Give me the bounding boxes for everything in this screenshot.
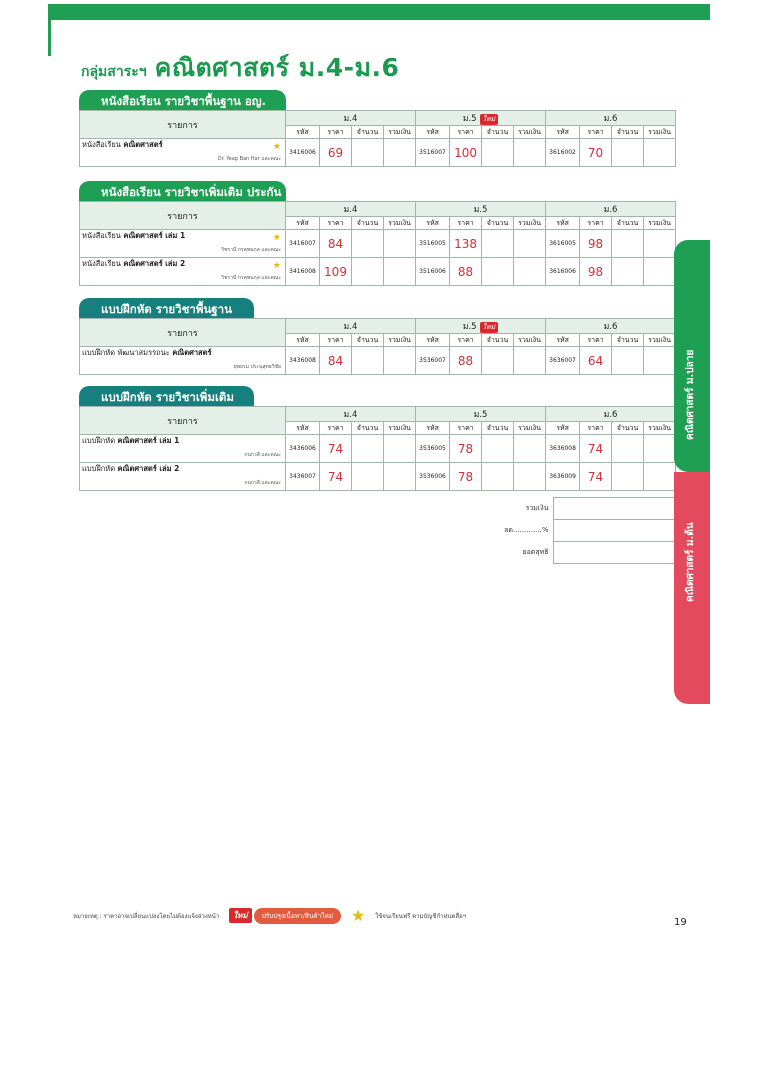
- item-cell: [80, 139, 286, 167]
- qty-input[interactable]: [482, 435, 514, 463]
- qty-input[interactable]: [482, 463, 514, 491]
- table-row: [80, 347, 676, 375]
- star-icon: ★: [272, 261, 281, 271]
- item-name: [82, 231, 185, 240]
- qty-input[interactable]: [612, 463, 644, 491]
- item-name: [82, 140, 163, 149]
- grade-label: ม.6: [603, 322, 618, 332]
- code-cell: 3516007: [416, 139, 450, 167]
- col-price: ราคา: [320, 126, 352, 139]
- price-table: [79, 110, 676, 167]
- summary-net-label: ยอดสุทธิ: [522, 548, 549, 556]
- price-cell: 98: [580, 258, 612, 286]
- side-tab-lower-label: คณิตศาสตร์ ม.ต้น: [685, 522, 696, 602]
- star-desc: ใช้จนเรียนฟรี ตามบัญชีกำหนดสื่อฯ: [375, 912, 467, 920]
- code-cell: 3436007: [286, 463, 320, 491]
- side-tab-lower[interactable]: [674, 472, 710, 704]
- summary-total-label: รวมเงิน: [525, 504, 549, 512]
- qty-input[interactable]: [352, 230, 384, 258]
- grade-header: [286, 407, 416, 422]
- total-input[interactable]: [514, 230, 546, 258]
- col-code: รหัส: [416, 334, 450, 347]
- grade-label: ม.4: [343, 322, 358, 332]
- code-cell: 3436006: [286, 435, 320, 463]
- item-prefix: หนังสือเรียน: [82, 231, 121, 240]
- summary-net-field[interactable]: [553, 542, 676, 564]
- code-cell: 3416008: [286, 258, 320, 286]
- grade-header: [416, 202, 546, 217]
- total-input[interactable]: [384, 463, 416, 491]
- item-name: [82, 464, 179, 473]
- code-cell: 3636008: [546, 435, 580, 463]
- grade-label: ม.6: [603, 114, 618, 124]
- price-cell: 78: [450, 463, 482, 491]
- col-qty: จำนวน: [482, 217, 514, 230]
- col-qty: จำนวน: [352, 217, 384, 230]
- section-title: แบบฝึกหัด รายวิชาพื้นฐาน: [79, 298, 254, 319]
- price-cell: 138: [450, 230, 482, 258]
- grade-header: [546, 202, 676, 217]
- total-input[interactable]: [514, 258, 546, 286]
- col-total: รวมเงิน: [514, 126, 546, 139]
- col-total: รวมเงิน: [644, 126, 676, 139]
- col-total: รวมเงิน: [644, 334, 676, 347]
- col-code: รหัส: [416, 422, 450, 435]
- code-cell: 3536007: [416, 347, 450, 375]
- summary-table: [463, 497, 676, 564]
- item-prefix: แบบฝึกหัด: [82, 436, 116, 445]
- section-title: หนังสือเรียน รายวิชาเพิ่มเติม ประกัน: [79, 181, 286, 202]
- qty-input[interactable]: [352, 139, 384, 167]
- item-prefix: หนังสือเรียน: [82, 259, 121, 268]
- page-number: 19: [674, 917, 687, 928]
- price-cell: 78: [450, 435, 482, 463]
- code-cell: 3436008: [286, 347, 320, 375]
- total-input[interactable]: [514, 347, 546, 375]
- total-input[interactable]: [644, 463, 676, 491]
- grade-label: ม.6: [603, 410, 618, 420]
- total-input[interactable]: [384, 435, 416, 463]
- col-total: รวมเงิน: [644, 422, 676, 435]
- price-table: [79, 406, 676, 491]
- summary-discount-label: ลด.............%: [504, 526, 549, 534]
- col-code: รหัส: [286, 422, 320, 435]
- col-code: รหัส: [546, 422, 580, 435]
- col-price: ราคา: [580, 126, 612, 139]
- table-row: [80, 139, 676, 167]
- qty-input[interactable]: [612, 230, 644, 258]
- item-title: คณิตศาสตร์ เล่ม 1: [117, 436, 180, 445]
- col-code: รหัส: [546, 217, 580, 230]
- code-cell: 3636007: [546, 347, 580, 375]
- code-cell: 3636009: [546, 463, 580, 491]
- item-title: คณิตศาสตร์ เล่ม 1: [123, 231, 186, 240]
- grade-label: ม.5: [473, 410, 488, 420]
- qty-input[interactable]: [352, 347, 384, 375]
- col-qty: จำนวน: [482, 126, 514, 139]
- grade-header: [416, 319, 546, 334]
- qty-input[interactable]: [352, 435, 384, 463]
- total-input[interactable]: [384, 230, 416, 258]
- price-cell: 74: [580, 435, 612, 463]
- code-cell: 3416006: [286, 139, 320, 167]
- col-qty: จำนวน: [352, 334, 384, 347]
- col-code: รหัส: [286, 126, 320, 139]
- left-green-line: [48, 4, 51, 56]
- side-tab-upper[interactable]: [674, 240, 710, 472]
- item-cell: [80, 347, 286, 375]
- grade-label: ม.4: [343, 114, 358, 124]
- grade-label: ม.6: [603, 205, 618, 215]
- qty-input[interactable]: [352, 463, 384, 491]
- col-code: รหัส: [416, 126, 450, 139]
- code-cell: 3616005: [546, 230, 580, 258]
- col-code: รหัส: [286, 217, 320, 230]
- total-input[interactable]: [644, 258, 676, 286]
- item-author: วิชรานี กรคุพนกุล และคณะ: [221, 247, 281, 253]
- price-cell: 84: [320, 347, 352, 375]
- grade-label: ม.5: [462, 322, 477, 332]
- col-qty: จำนวน: [612, 422, 644, 435]
- new-badge: ใหม่: [229, 908, 251, 923]
- code-cell: 3516006: [416, 258, 450, 286]
- item-name: [82, 348, 212, 357]
- side-tab-upper-label: คณิตศาสตร์ ม.ปลาย: [685, 349, 696, 440]
- total-input[interactable]: [644, 139, 676, 167]
- col-qty: จำนวน: [352, 126, 384, 139]
- price-cell: 64: [580, 347, 612, 375]
- total-input[interactable]: [514, 139, 546, 167]
- qty-input[interactable]: [482, 139, 514, 167]
- star-icon: ★: [351, 906, 366, 925]
- table-row: [80, 435, 676, 463]
- new-badge: ใหม่: [480, 114, 499, 125]
- code-cell: 3536005: [416, 435, 450, 463]
- col-qty: จำนวน: [612, 217, 644, 230]
- qty-input[interactable]: [482, 230, 514, 258]
- col-total: รวมเงิน: [384, 217, 416, 230]
- item-prefix: หนังสือเรียน: [82, 140, 121, 149]
- total-input[interactable]: [514, 435, 546, 463]
- grade-label: ม.5: [473, 205, 488, 215]
- code-cell: 3616002: [546, 139, 580, 167]
- grade-header: [286, 202, 416, 217]
- summary-discount-field[interactable]: [553, 520, 676, 542]
- item-title: คณิตศาสตร์: [172, 348, 212, 357]
- qty-input[interactable]: [612, 435, 644, 463]
- catalog-page: [48, 4, 710, 954]
- item-header: รายการ: [80, 202, 286, 230]
- item-prefix: แบบฝึกหัด พัฒนาสมรรถนะ: [82, 348, 170, 357]
- table-row: [80, 258, 676, 286]
- code-cell: 3416007: [286, 230, 320, 258]
- price-cell: 100: [450, 139, 482, 167]
- price-cell: 74: [320, 435, 352, 463]
- col-total: รวมเงิน: [644, 217, 676, 230]
- item-prefix: แบบฝึกหัด: [82, 464, 116, 473]
- col-qty: จำนวน: [352, 422, 384, 435]
- grade-header: [286, 319, 416, 334]
- col-qty: จำนวน: [612, 334, 644, 347]
- qty-input[interactable]: [612, 139, 644, 167]
- grade-label: ม.4: [343, 205, 358, 215]
- qty-input[interactable]: [482, 258, 514, 286]
- total-input[interactable]: [384, 258, 416, 286]
- item-title: คณิตศาสตร์ เล่ม 2: [117, 464, 180, 473]
- col-qty: จำนวน: [612, 126, 644, 139]
- footer-note: หมายเหตุ : ราคาอาจเปลี่ยนแปลงโดยไม่ต้องแจ้งล่วงหน้า: [73, 912, 220, 920]
- price-table: [79, 201, 676, 286]
- price-cell: 74: [320, 463, 352, 491]
- item-name: [82, 436, 179, 445]
- top-green-bar: [48, 4, 710, 20]
- section-title: แบบฝึกหัด รายวิชาเพิ่มเติม: [79, 386, 254, 407]
- item-author: กนกวลี และคณะ: [244, 480, 281, 486]
- col-price: ราคา: [320, 217, 352, 230]
- item-title: คณิตศาสตร์: [123, 140, 163, 149]
- item-author: กนกวลี และคณะ: [244, 452, 281, 458]
- total-input[interactable]: [384, 139, 416, 167]
- col-total: รวมเงิน: [384, 422, 416, 435]
- price-cell: 84: [320, 230, 352, 258]
- code-cell: 3536006: [416, 463, 450, 491]
- qty-input[interactable]: [352, 258, 384, 286]
- item-name: [82, 259, 185, 268]
- grade-header: [286, 111, 416, 126]
- item-header: รายการ: [80, 407, 286, 435]
- col-code: รหัส: [286, 334, 320, 347]
- col-total: รวมเงิน: [384, 126, 416, 139]
- price-cell: 88: [450, 258, 482, 286]
- col-qty: จำนวน: [482, 334, 514, 347]
- total-input[interactable]: [644, 435, 676, 463]
- summary-total-field[interactable]: [553, 498, 676, 520]
- col-price: ราคา: [450, 126, 482, 139]
- page-title: คณิตศาสตร์ ม.4-ม.6: [154, 53, 400, 82]
- star-icon: ★: [272, 142, 281, 152]
- code-cell: 3516005: [416, 230, 450, 258]
- item-cell: [80, 258, 286, 286]
- price-cell: 109: [320, 258, 352, 286]
- grade-header: [546, 407, 676, 422]
- col-total: รวมเงิน: [514, 334, 546, 347]
- item-cell: [80, 230, 286, 258]
- header-subtitle: กลุ่มสาระฯ: [81, 64, 147, 80]
- col-price: ราคา: [450, 217, 482, 230]
- section-title: หนังสือเรียน รายวิชาพื้นฐาน อญ.: [79, 90, 286, 111]
- item-title: คณิตศาสตร์ เล่ม 2: [123, 259, 186, 268]
- price-cell: 70: [580, 139, 612, 167]
- table-row: [80, 463, 676, 491]
- price-cell: 98: [580, 230, 612, 258]
- col-total: รวมเงิน: [514, 422, 546, 435]
- col-code: รหัส: [546, 334, 580, 347]
- item-author: ยุพยรม ประนุสุทธวิชัย: [233, 364, 281, 370]
- qty-input[interactable]: [482, 347, 514, 375]
- item-cell: [80, 435, 286, 463]
- new-desc: ปรับปรุงเนื้อหา/สินค้าใหม่: [254, 908, 341, 924]
- grade-header: [546, 111, 676, 126]
- col-price: ราคา: [580, 422, 612, 435]
- item-author: Dr. Yeap Ban Har และคณะ: [217, 156, 281, 162]
- total-input[interactable]: [644, 230, 676, 258]
- page-header: [81, 48, 399, 88]
- col-total: รวมเงิน: [514, 217, 546, 230]
- col-qty: จำนวน: [482, 422, 514, 435]
- col-price: ราคา: [320, 334, 352, 347]
- price-cell: 74: [580, 463, 612, 491]
- star-icon: ★: [272, 233, 281, 243]
- item-author: วิชรานี กรคุพนกุล และคณะ: [221, 275, 281, 281]
- col-price: ราคา: [450, 334, 482, 347]
- grade-label: ม.5: [462, 114, 477, 124]
- item-header: รายการ: [80, 319, 286, 347]
- price-cell: 88: [450, 347, 482, 375]
- new-badge: ใหม่: [480, 322, 499, 333]
- qty-input[interactable]: [612, 347, 644, 375]
- grade-header: [546, 319, 676, 334]
- col-price: ราคา: [580, 217, 612, 230]
- col-price: ราคา: [450, 422, 482, 435]
- grade-label: ม.4: [343, 410, 358, 420]
- price-cell: 69: [320, 139, 352, 167]
- item-header: รายการ: [80, 111, 286, 139]
- item-cell: [80, 463, 286, 491]
- table-row: [80, 230, 676, 258]
- code-cell: 3616006: [546, 258, 580, 286]
- price-table: [79, 318, 676, 375]
- col-price: ราคา: [580, 334, 612, 347]
- col-total: รวมเงิน: [384, 334, 416, 347]
- grade-header: [416, 407, 546, 422]
- col-price: ราคา: [320, 422, 352, 435]
- col-code: รหัส: [546, 126, 580, 139]
- qty-input[interactable]: [612, 258, 644, 286]
- total-input[interactable]: [644, 347, 676, 375]
- footer-legend: [73, 906, 466, 925]
- total-input[interactable]: [384, 347, 416, 375]
- grade-header: [416, 111, 546, 126]
- total-input[interactable]: [514, 463, 546, 491]
- col-code: รหัส: [416, 217, 450, 230]
